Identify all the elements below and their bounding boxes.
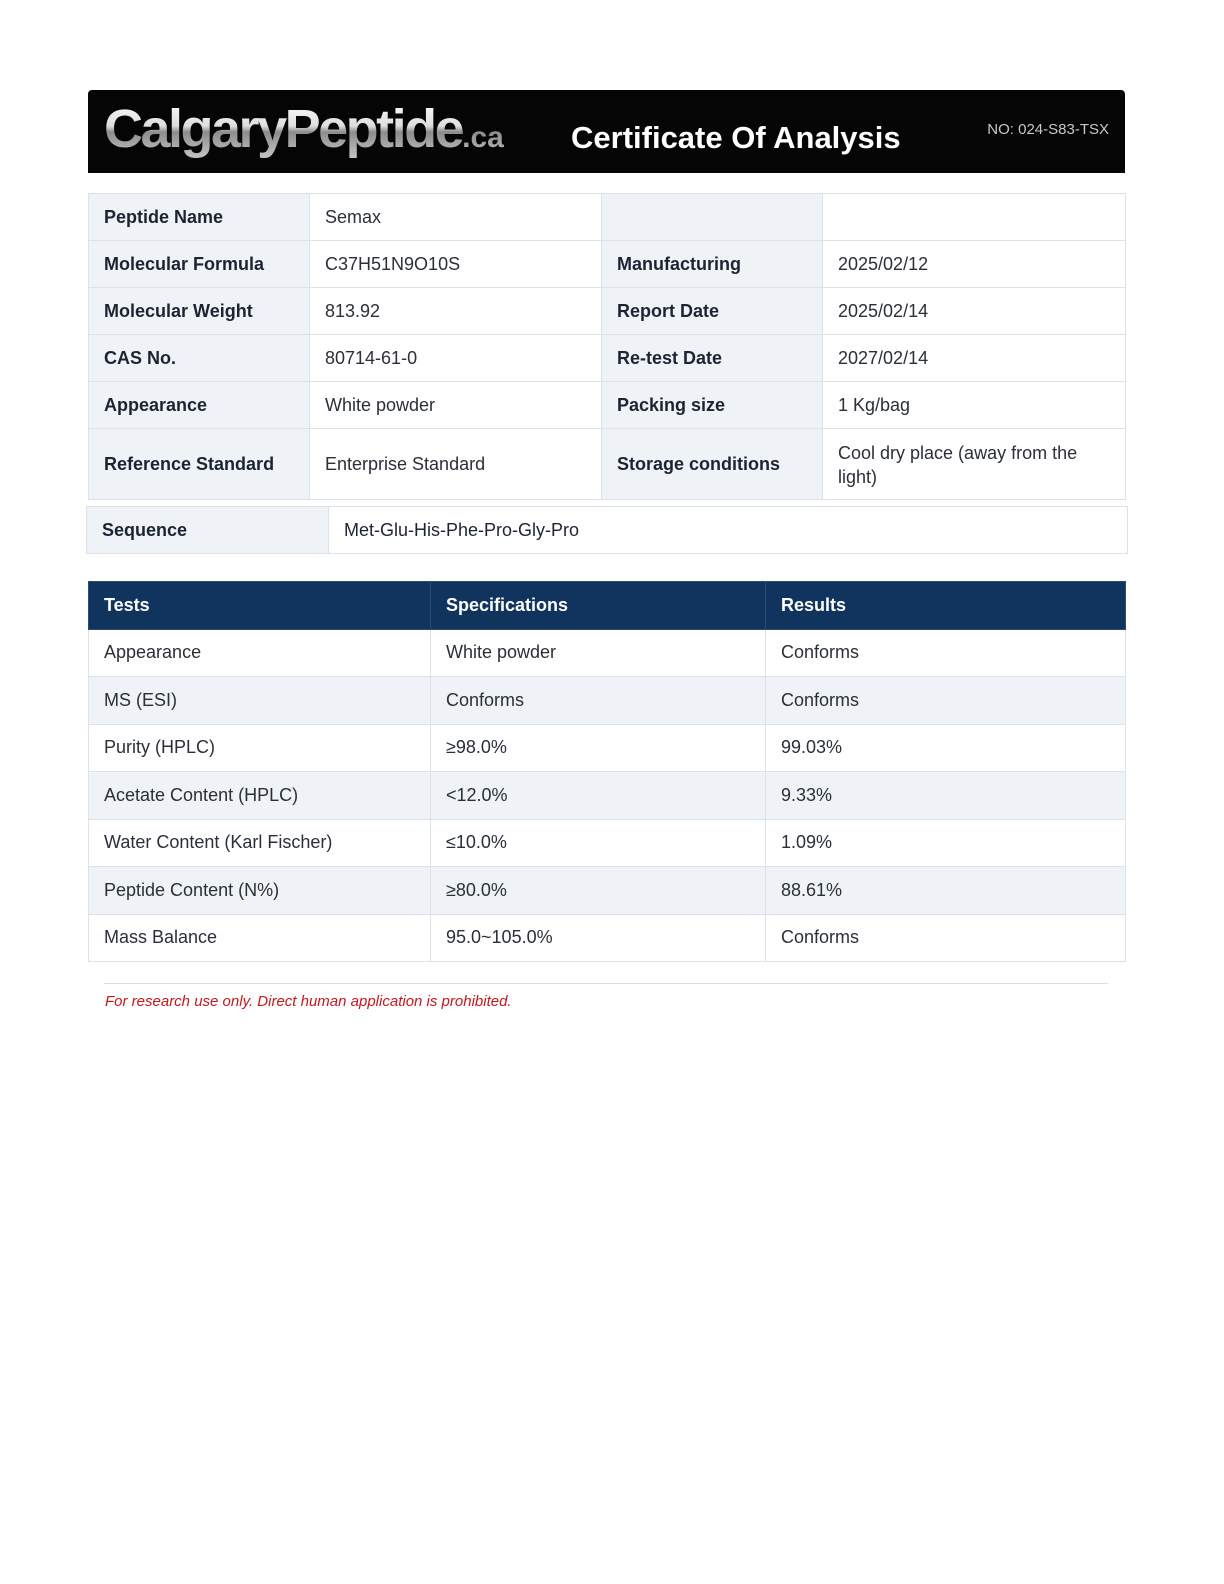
info-row: [89, 429, 1126, 500]
test-name: Water Content (Karl Fischer): [89, 819, 431, 867]
table-row: [89, 819, 1126, 867]
report-date-value: 2025/02/14: [823, 288, 1126, 335]
test-result: 1.09%: [766, 819, 1126, 867]
manufacturing-label: Manufacturing: [602, 241, 823, 288]
peptide-name-label: Peptide Name: [89, 194, 310, 241]
test-name: Mass Balance: [89, 914, 431, 962]
cas-label: CAS No.: [89, 335, 310, 382]
empty-value-cell: [823, 194, 1126, 241]
storage-conditions-label: Storage conditions: [602, 429, 823, 500]
certificate-number: NO: 024-S83-TSX: [987, 121, 1109, 138]
appearance-value: White powder: [310, 382, 602, 429]
cas-value: 80714-61-0: [310, 335, 602, 382]
report-date-label: Report Date: [602, 288, 823, 335]
info-row: [89, 382, 1126, 429]
test-specification: Conforms: [431, 677, 766, 725]
column-header-tests: Tests: [89, 582, 431, 630]
info-row: [89, 335, 1126, 382]
table-row: [89, 629, 1126, 677]
document-title: Certificate Of Analysis: [571, 120, 901, 155]
empty-label-cell: [602, 194, 823, 241]
retest-date-value: 2027/02/14: [823, 335, 1126, 382]
test-name: Purity (HPLC): [89, 724, 431, 772]
product-info-table: [88, 193, 1126, 500]
tests-header-row: [89, 582, 1126, 630]
table-row: [89, 724, 1126, 772]
table-row: [89, 914, 1126, 962]
test-specification: ≥98.0%: [431, 724, 766, 772]
info-row: [89, 194, 1126, 241]
sequence-row: [87, 507, 1128, 554]
sequence-table: [86, 506, 1128, 554]
appearance-label: Appearance: [89, 382, 310, 429]
manufacturing-value: 2025/02/12: [823, 241, 1126, 288]
test-name: Acetate Content (HPLC): [89, 772, 431, 820]
company-logo: [104, 98, 504, 160]
test-result: 88.61%: [766, 867, 1126, 915]
weight-label: Molecular Weight: [89, 288, 310, 335]
test-specification: White powder: [431, 629, 766, 677]
formula-value: C37H51N9O10S: [310, 241, 602, 288]
packing-size-value: 1 Kg/bag: [823, 382, 1126, 429]
test-name: Appearance: [89, 629, 431, 677]
info-row: [89, 241, 1126, 288]
table-row: [89, 677, 1126, 725]
test-result: Conforms: [766, 914, 1126, 962]
test-name: MS (ESI): [89, 677, 431, 725]
reference-standard-label: Reference Standard: [89, 429, 310, 500]
research-use-disclaimer: For research use only. Direct human application is prohibited.: [105, 993, 512, 1010]
retest-date-label: Re-test Date: [602, 335, 823, 382]
reference-standard-value: Enterprise Standard: [310, 429, 602, 500]
tests-table: [88, 581, 1126, 962]
test-result: 99.03%: [766, 724, 1126, 772]
test-specification: <12.0%: [431, 772, 766, 820]
table-row: [89, 772, 1126, 820]
table-row: [89, 867, 1126, 915]
column-header-specifications: Specifications: [431, 582, 766, 630]
sequence-label: Sequence: [87, 507, 329, 554]
test-result: 9.33%: [766, 772, 1126, 820]
test-specification: 95.0~105.0%: [431, 914, 766, 962]
header-banner: [88, 90, 1125, 173]
logo-main: CalgaryPeptide: [104, 99, 463, 159]
formula-label: Molecular Formula: [89, 241, 310, 288]
packing-size-label: Packing size: [602, 382, 823, 429]
info-row: [89, 288, 1126, 335]
test-result: Conforms: [766, 629, 1126, 677]
test-name: Peptide Content (N%): [89, 867, 431, 915]
test-specification: ≤10.0%: [431, 819, 766, 867]
weight-value: 813.92: [310, 288, 602, 335]
column-header-results: Results: [766, 582, 1126, 630]
test-result: Conforms: [766, 677, 1126, 725]
test-specification: ≥80.0%: [431, 867, 766, 915]
sequence-value: Met-Glu-His-Phe-Pro-Gly-Pro: [329, 507, 1128, 554]
logo-tld: .ca: [462, 121, 504, 154]
peptide-name-value: Semax: [310, 194, 602, 241]
storage-conditions-value: Cool dry place (away from the light): [823, 429, 1126, 500]
footer-divider: [104, 983, 1108, 984]
